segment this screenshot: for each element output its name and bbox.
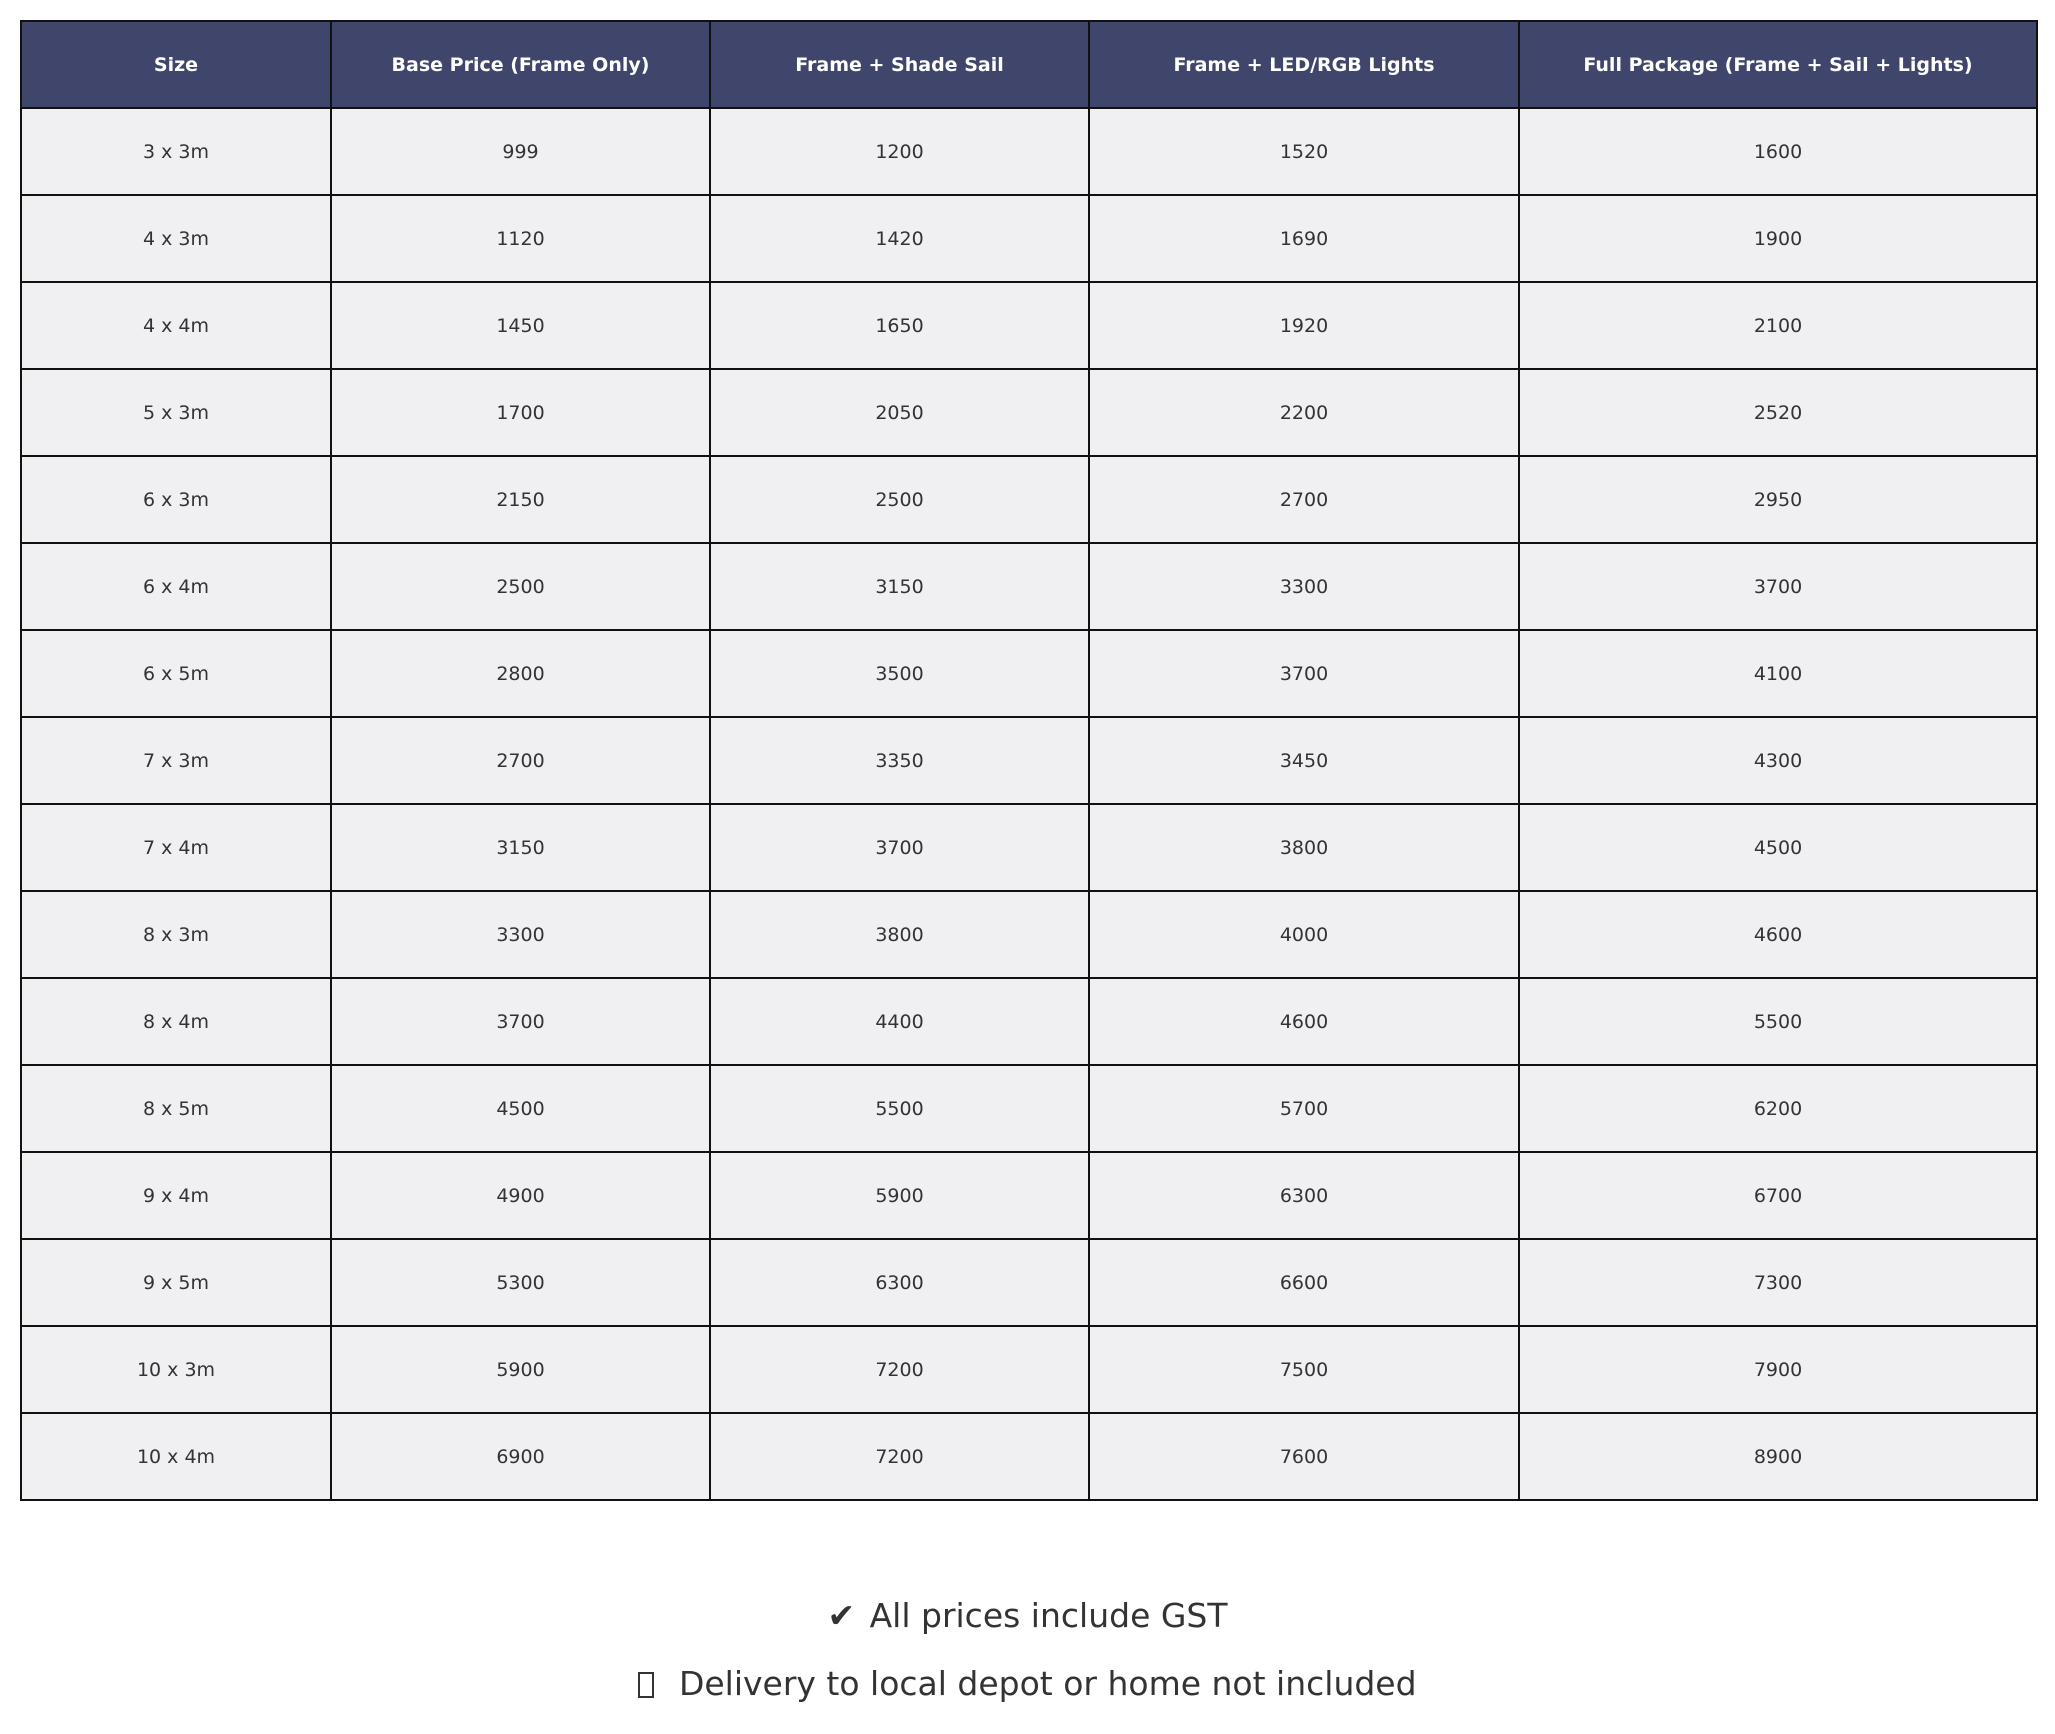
price-cell: 6200	[1519, 1065, 2037, 1152]
price-cell: 3700	[1089, 630, 1519, 717]
price-cell: 7200	[710, 1413, 1089, 1500]
header-row	[21, 21, 2037, 108]
price-cell: 1700	[331, 369, 710, 456]
size-cell: 9 x 4m	[21, 1152, 331, 1239]
price-cell: 1690	[1089, 195, 1519, 282]
table-row	[21, 804, 2037, 891]
price-cell: 5500	[710, 1065, 1089, 1152]
price-cell: 5900	[710, 1152, 1089, 1239]
size-cell: 4 x 4m	[21, 282, 331, 369]
column-header: Frame + Shade Sail	[710, 21, 1089, 108]
table-row	[21, 978, 2037, 1065]
price-cell: 4400	[710, 978, 1089, 1065]
price-cell: 1450	[331, 282, 710, 369]
price-cell: 3150	[331, 804, 710, 891]
table-row	[21, 456, 2037, 543]
price-table	[20, 20, 2038, 1501]
price-cell: 7300	[1519, 1239, 2037, 1326]
price-cell: 1920	[1089, 282, 1519, 369]
price-cell: 5700	[1089, 1065, 1519, 1152]
price-cell: 2100	[1519, 282, 2037, 369]
price-cell: 2200	[1089, 369, 1519, 456]
size-cell: 8 x 5m	[21, 1065, 331, 1152]
price-cell: 6700	[1519, 1152, 2037, 1239]
price-cell: 7200	[710, 1326, 1089, 1413]
price-cell: 7600	[1089, 1413, 1519, 1500]
table-row	[21, 891, 2037, 978]
table-row	[21, 282, 2037, 369]
price-cell: 4600	[1089, 978, 1519, 1065]
table-row	[21, 717, 2037, 804]
box-icon	[638, 1672, 654, 1698]
size-cell: 3 x 3m	[21, 108, 331, 195]
delivery-note-text: Delivery to local depot or home not included	[678, 1664, 1417, 1703]
table-row	[21, 1152, 2037, 1239]
price-cell: 1120	[331, 195, 710, 282]
price-cell: 3450	[1089, 717, 1519, 804]
price-cell: 3700	[710, 804, 1089, 891]
size-cell: 10 x 3m	[21, 1326, 331, 1413]
column-header: Size	[21, 21, 331, 108]
price-cell: 1200	[710, 108, 1089, 195]
price-cell: 3300	[1089, 543, 1519, 630]
price-cell: 999	[331, 108, 710, 195]
size-cell: 4 x 3m	[21, 195, 331, 282]
gst-note	[0, 1596, 2055, 1635]
price-cell: 2500	[331, 543, 710, 630]
table-row	[21, 630, 2037, 717]
table-row	[21, 1413, 2037, 1500]
price-cell: 1520	[1089, 108, 1519, 195]
price-cell: 2700	[1089, 456, 1519, 543]
price-cell: 1600	[1519, 108, 2037, 195]
price-cell: 4500	[1519, 804, 2037, 891]
price-cell: 1900	[1519, 195, 2037, 282]
table-row	[21, 369, 2037, 456]
price-cell: 3800	[710, 891, 1089, 978]
price-cell: 1420	[710, 195, 1089, 282]
price-cell: 5500	[1519, 978, 2037, 1065]
price-cell: 5300	[331, 1239, 710, 1326]
size-cell: 8 x 3m	[21, 891, 331, 978]
gst-note-text: All prices include GST	[869, 1596, 1228, 1635]
price-cell: 3150	[710, 543, 1089, 630]
column-header: Frame + LED/RGB Lights	[1089, 21, 1519, 108]
price-cell: 2700	[331, 717, 710, 804]
table-row	[21, 195, 2037, 282]
price-cell: 3800	[1089, 804, 1519, 891]
price-cell: 7900	[1519, 1326, 2037, 1413]
price-cell: 3300	[331, 891, 710, 978]
column-header: Full Package (Frame + Sail + Lights)	[1519, 21, 2037, 108]
size-cell: 5 x 3m	[21, 369, 331, 456]
table-row	[21, 1239, 2037, 1326]
table-row	[21, 1326, 2037, 1413]
price-cell: 2050	[710, 369, 1089, 456]
table-row	[21, 543, 2037, 630]
delivery-note	[0, 1664, 2055, 1703]
price-cell: 6300	[1089, 1152, 1519, 1239]
size-cell: 10 x 4m	[21, 1413, 331, 1500]
size-cell: 7 x 3m	[21, 717, 331, 804]
size-cell: 6 x 4m	[21, 543, 331, 630]
size-cell: 9 x 5m	[21, 1239, 331, 1326]
price-cell: 4000	[1089, 891, 1519, 978]
size-cell: 8 x 4m	[21, 978, 331, 1065]
price-cell: 5900	[331, 1326, 710, 1413]
price-cell: 3500	[710, 630, 1089, 717]
price-cell: 2950	[1519, 456, 2037, 543]
column-header: Base Price (Frame Only)	[331, 21, 710, 108]
price-cell: 2500	[710, 456, 1089, 543]
price-cell: 4300	[1519, 717, 2037, 804]
price-cell: 3700	[1519, 543, 2037, 630]
table-row	[21, 108, 2037, 195]
check-icon: ✔	[827, 1596, 856, 1635]
price-cell: 4100	[1519, 630, 2037, 717]
price-cell: 2800	[331, 630, 710, 717]
price-cell: 6600	[1089, 1239, 1519, 1326]
price-cell: 4600	[1519, 891, 2037, 978]
price-cell: 1650	[710, 282, 1089, 369]
table-body	[21, 108, 2037, 1500]
price-cell: 6300	[710, 1239, 1089, 1326]
size-cell: 6 x 5m	[21, 630, 331, 717]
table-row	[21, 1065, 2037, 1152]
price-cell: 3700	[331, 978, 710, 1065]
price-cell: 6900	[331, 1413, 710, 1500]
size-cell: 6 x 3m	[21, 456, 331, 543]
table-header	[21, 21, 2037, 108]
price-cell: 2520	[1519, 369, 2037, 456]
price-cell: 3350	[710, 717, 1089, 804]
price-cell: 2150	[331, 456, 710, 543]
price-cell: 4500	[331, 1065, 710, 1152]
size-cell: 7 x 4m	[21, 804, 331, 891]
price-cell: 8900	[1519, 1413, 2037, 1500]
price-cell: 7500	[1089, 1326, 1519, 1413]
price-cell: 4900	[331, 1152, 710, 1239]
